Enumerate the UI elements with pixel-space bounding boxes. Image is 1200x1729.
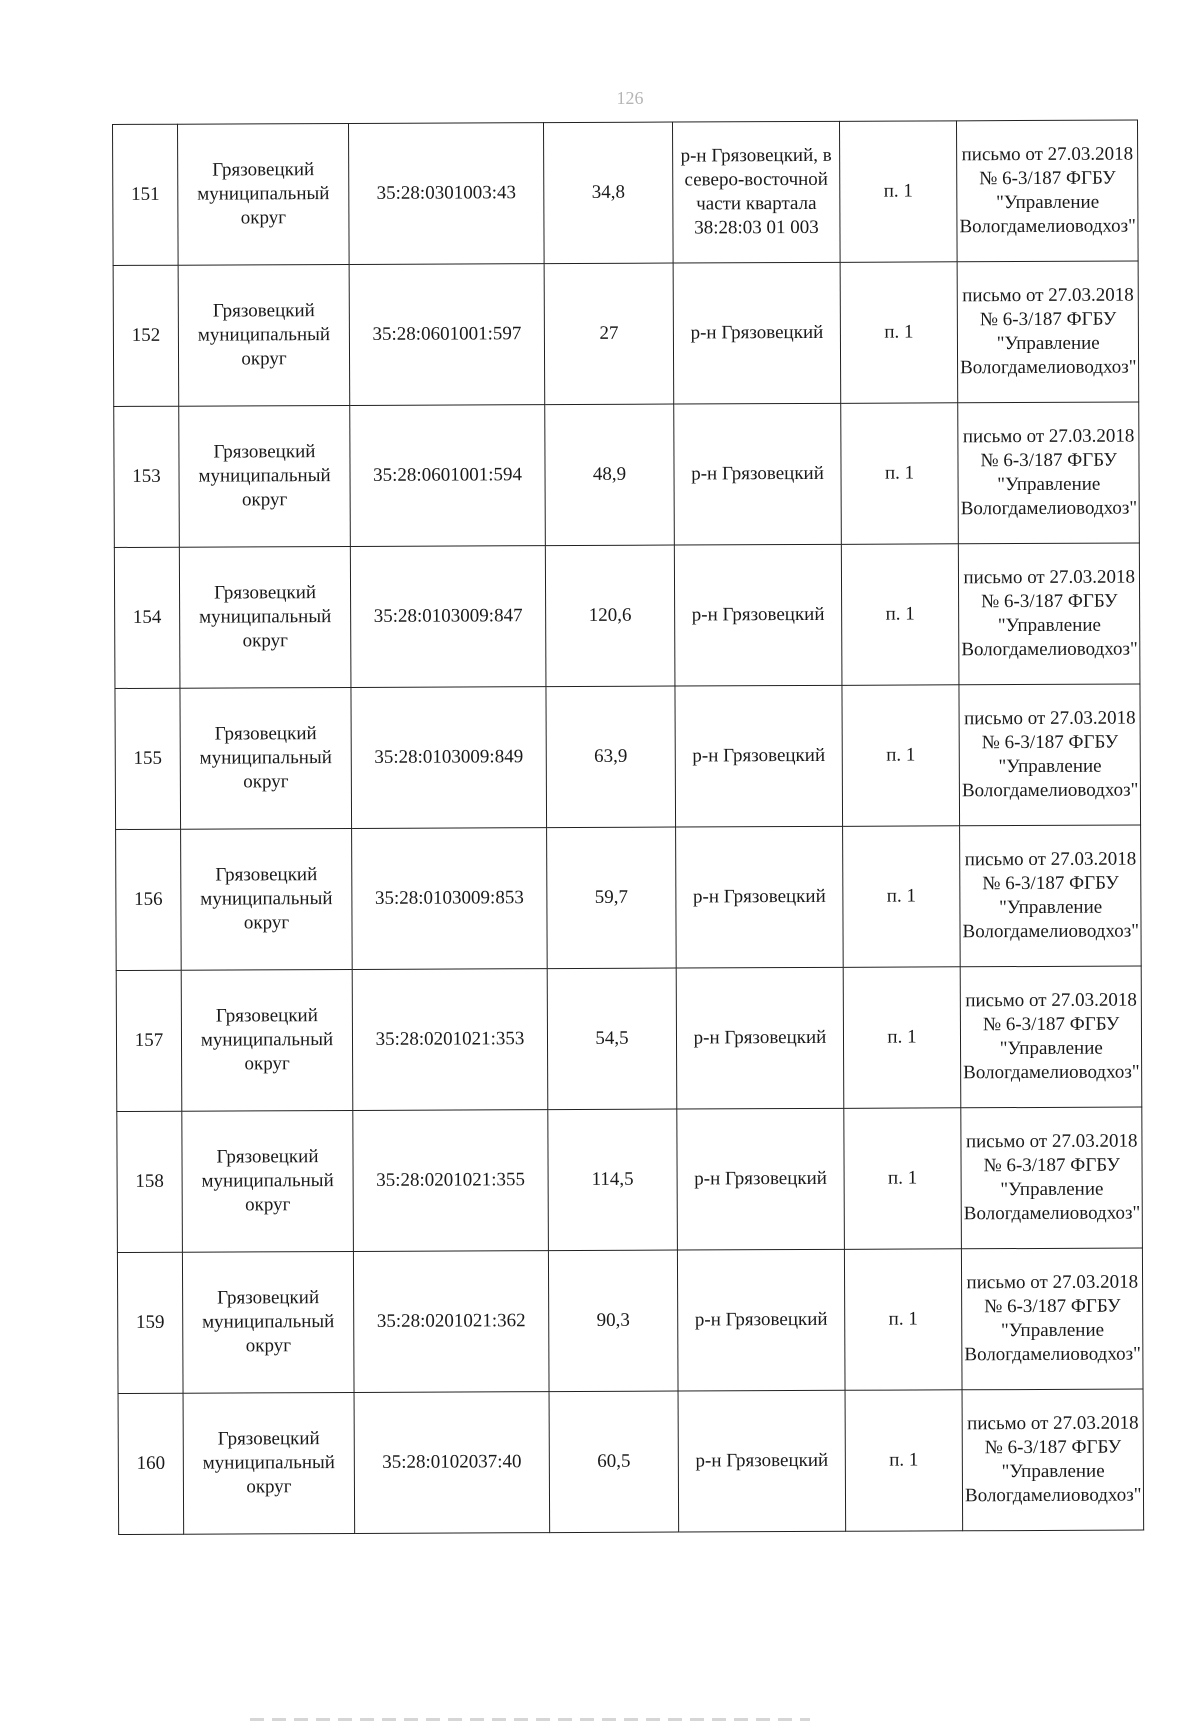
table-row [115, 684, 1141, 829]
document-cell: письмо от 27.03.2018 № 6-3/187 ФГБУ "Управление Вологдамелиоводхоз" [960, 825, 1142, 967]
paragraph-cell: п. 1 [843, 967, 961, 1109]
document-cell: письмо от 27.03.2018 № 6-3/187 ФГБУ "Управление Вологдамелиоводхоз" [957, 261, 1139, 403]
cadastral-number-cell: 35:28:0201021:353 [352, 969, 548, 1111]
cadastral-number-cell: 35:28:0103009:849 [351, 687, 547, 829]
municipality-cell: Грязовецкий муниципальный округ [179, 405, 351, 547]
row-number-cell: 156 [116, 829, 182, 970]
cadastral-number-cell: 35:28:0201021:362 [353, 1251, 549, 1393]
location-cell: р-н Грязовецкий [676, 826, 844, 968]
table-row [117, 1107, 1143, 1252]
registry-table-body [113, 120, 1145, 1534]
paragraph-cell: п. 1 [839, 121, 957, 263]
municipality-cell: Грязовецкий муниципальный округ [181, 828, 353, 970]
area-cell: 48,9 [545, 404, 675, 546]
location-cell: р-н Грязовецкий [673, 262, 841, 404]
document-cell: письмо от 27.03.2018 № 6-3/187 ФГБУ "Управление Вологдамелиоводхоз" [961, 1248, 1143, 1390]
location-cell: р-н Грязовецкий [677, 1108, 845, 1250]
paragraph-cell: п. 1 [841, 403, 959, 545]
municipality-cell: Грязовецкий муниципальный округ [182, 1251, 354, 1393]
document-cell: письмо от 27.03.2018 № 6-3/187 ФГБУ "Управление Вологдамелиоводхоз" [960, 966, 1142, 1108]
municipality-cell: Грязовецкий муниципальный округ [179, 546, 351, 688]
cadastral-number-cell: 35:28:0601001:594 [350, 405, 546, 547]
table-row [114, 402, 1140, 547]
row-number-cell: 154 [114, 547, 180, 688]
row-number-cell: 158 [117, 1111, 183, 1252]
document-cell: письмо от 27.03.2018 № 6-3/187 ФГБУ "Управление Вологдамелиоводхоз" [959, 684, 1141, 826]
municipality-cell: Грязовецкий муниципальный округ [183, 1392, 355, 1534]
area-cell: 54,5 [547, 968, 677, 1110]
area-cell: 120,6 [545, 545, 675, 687]
paragraph-cell: п. 1 [841, 544, 959, 686]
location-cell: р-н Грязовецкий [678, 1390, 846, 1532]
paragraph-cell: п. 1 [845, 1390, 963, 1532]
table-row [113, 120, 1139, 265]
location-cell: р-н Грязовецкий, в северо-восточной части квартала 38:28:03 01 003 [672, 121, 840, 263]
location-cell: р-н Грязовецкий [675, 685, 843, 827]
row-number-cell: 153 [114, 406, 180, 547]
table-row [118, 1389, 1144, 1534]
paragraph-cell: п. 1 [840, 262, 958, 404]
document-cell: письмо от 27.03.2018 № 6-3/187 ФГБУ "Управление Вологдамелиоводхоз" [961, 1107, 1143, 1249]
paragraph-cell: п. 1 [843, 826, 961, 968]
row-number-cell: 155 [115, 688, 181, 829]
table-row [116, 825, 1142, 970]
cadastral-number-cell: 35:28:0201021:355 [353, 1110, 549, 1252]
area-cell: 90,3 [548, 1250, 678, 1392]
municipality-cell: Грязовецкий муниципальный округ [178, 264, 350, 406]
cadastral-number-cell: 35:28:0301003:43 [348, 123, 544, 265]
table-row [114, 543, 1140, 688]
area-cell: 59,7 [547, 827, 677, 969]
row-number-cell: 157 [116, 970, 182, 1111]
paragraph-cell: п. 1 [842, 685, 960, 827]
municipality-cell: Грязовецкий муниципальный округ [182, 1110, 354, 1252]
area-cell: 60,5 [549, 1391, 679, 1533]
location-cell: р-н Грязовецкий [676, 967, 844, 1109]
municipality-cell: Грязовецкий муниципальный округ [178, 123, 350, 265]
location-cell: р-н Грязовецкий [674, 544, 842, 686]
municipality-cell: Грязовецкий муниципальный округ [180, 687, 352, 829]
table-row [117, 1248, 1143, 1393]
row-number-cell: 152 [113, 265, 179, 406]
row-number-cell: 160 [118, 1393, 184, 1534]
location-cell: р-н Грязовецкий [674, 403, 842, 545]
cadastral-number-cell: 35:28:0601001:597 [349, 264, 545, 406]
row-number-cell: 159 [117, 1252, 183, 1393]
document-cell: письмо от 27.03.2018 № 6-3/187 ФГБУ "Управление Вологдамелиоводхоз" [962, 1389, 1144, 1531]
table-row [116, 966, 1142, 1111]
paragraph-cell: п. 1 [844, 1108, 962, 1250]
document-cell: письмо от 27.03.2018 № 6-3/187 ФГБУ "Управление Вологдамелиоводхоз" [956, 120, 1138, 262]
cadastral-number-cell: 35:28:0102037:40 [354, 1392, 550, 1534]
area-cell: 63,9 [546, 686, 676, 828]
municipality-cell: Грязовецкий муниципальный округ [181, 969, 353, 1111]
row-number-cell: 151 [113, 124, 179, 265]
cadastral-number-cell: 35:28:0103009:853 [352, 828, 548, 970]
location-cell: р-н Грязовецкий [677, 1249, 845, 1391]
area-cell: 34,8 [543, 122, 673, 264]
document-cell: письмо от 27.03.2018 № 6-3/187 ФГБУ "Управление Вологдамелиоводхоз" [958, 543, 1140, 685]
paragraph-cell: п. 1 [844, 1249, 962, 1391]
table-row [113, 261, 1139, 406]
page-number: 126 [616, 88, 644, 108]
document-cell: письмо от 27.03.2018 № 6-3/187 ФГБУ "Управление Вологдамелиоводхоз" [958, 402, 1140, 544]
area-cell: 114,5 [548, 1109, 678, 1251]
registry-table [112, 120, 1145, 1535]
scan-artifact [250, 1718, 810, 1721]
cadastral-number-cell: 35:28:0103009:847 [350, 546, 546, 688]
area-cell: 27 [544, 263, 674, 405]
